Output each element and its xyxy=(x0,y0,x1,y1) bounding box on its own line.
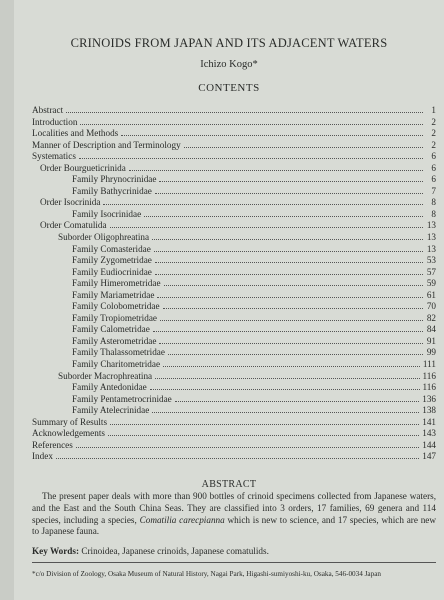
toc-entry xyxy=(32,208,436,220)
toc-dot-leader xyxy=(129,162,423,171)
toc-entry xyxy=(32,150,436,162)
toc-entry-page: 141 xyxy=(422,416,436,427)
toc-entry xyxy=(32,312,436,324)
toc-entry-label: Family Isocrinidae xyxy=(72,208,142,219)
toc-entry-label: Family Atelecrinidae xyxy=(72,405,150,416)
toc-entry-page: 1 xyxy=(431,105,436,115)
toc-entry-page: 111 xyxy=(422,359,436,370)
toc-entry-page: 2 xyxy=(431,116,436,127)
toc-dot-leader xyxy=(154,243,423,252)
toc-dot-leader xyxy=(144,208,423,217)
toc-entry-label: Family Charitometridae xyxy=(72,359,161,370)
toc-entry-label: Family Calometridae xyxy=(72,324,150,335)
toc-entry-page: 13 xyxy=(426,243,436,254)
toc-dot-leader xyxy=(80,116,423,125)
table-of-contents xyxy=(32,104,436,462)
toc-entry xyxy=(32,300,436,312)
toc-entry-page: 61 xyxy=(426,289,436,300)
toc-entry-page: 116 xyxy=(422,382,436,393)
toc-entry-page: 84 xyxy=(426,324,436,335)
toc-dot-leader xyxy=(155,185,423,194)
toc-entry-page: 138 xyxy=(422,405,436,416)
toc-entry-page: 13 xyxy=(426,232,436,243)
toc-entry-page: 91 xyxy=(426,335,436,346)
toc-entry-page: 13 xyxy=(426,220,436,231)
toc-entry xyxy=(32,358,436,370)
toc-entry-page: 8 xyxy=(431,197,436,208)
toc-entry-label: Family Comasteridae xyxy=(72,243,151,254)
toc-entry-label: Introduction xyxy=(32,116,78,127)
toc-entry xyxy=(32,254,436,266)
toc-entry-page: 116 xyxy=(422,370,436,381)
toc-entry-label: Order Comatulida xyxy=(40,220,107,231)
keywords-text: Crinoidea, Japanese crinoids, Japanese comatulids. xyxy=(81,546,269,556)
toc-dot-leader xyxy=(152,231,423,240)
abstract-text-part1: The present paper deals with more than 900 bottles of crinoid specimens collected from Japanese waters, and the East and the South China Seas. They are classified into 3 orders, 17 families, 69 genera and 114 species, including a species, xyxy=(32,491,436,525)
toc-dot-leader xyxy=(153,323,423,332)
toc-entry-page: 143 xyxy=(422,428,436,439)
toc-entry xyxy=(32,404,436,416)
toc-dot-leader xyxy=(56,450,419,459)
toc-entry-label: Index xyxy=(32,451,53,462)
toc-entry xyxy=(32,370,436,382)
toc-dot-leader xyxy=(110,416,419,425)
toc-dot-leader xyxy=(103,196,423,205)
toc-entry xyxy=(32,323,436,335)
toc-dot-leader xyxy=(152,404,419,413)
toc-entry-label: Abstract xyxy=(32,105,64,115)
toc-dot-leader xyxy=(163,358,420,367)
toc-entry xyxy=(32,116,436,128)
toc-entry xyxy=(32,346,436,358)
keywords-label: Key Words: xyxy=(32,546,80,556)
toc-entry-label: References xyxy=(32,439,73,450)
footnote-divider xyxy=(32,562,436,563)
toc-entry-label: Family Antedonidae xyxy=(72,382,147,393)
toc-entry-page: 144 xyxy=(422,439,436,450)
toc-dot-leader xyxy=(175,393,419,402)
toc-entry-label: Family Mariametridae xyxy=(72,289,155,300)
toc-entry xyxy=(32,139,436,151)
toc-entry xyxy=(32,335,436,347)
toc-dot-leader xyxy=(155,266,423,275)
toc-entry-label: Suborder Oligophreatina xyxy=(58,232,150,243)
toc-entry-label: Acknowledgements xyxy=(32,428,105,439)
toc-entry xyxy=(32,277,436,289)
toc-entry xyxy=(32,427,436,439)
toc-entry-page: 59 xyxy=(426,278,436,289)
toc-entry-page: 70 xyxy=(426,301,436,312)
toc-entry xyxy=(32,104,436,116)
toc-dot-leader xyxy=(160,312,423,321)
toc-dot-leader xyxy=(159,335,423,344)
toc-entry-label: Manner of Description and Terminology xyxy=(32,139,181,150)
toc-entry-label: Suborder Macrophreatina xyxy=(58,370,153,381)
toc-dot-leader xyxy=(66,104,423,113)
keywords xyxy=(32,546,436,557)
toc-entry-label: Family Tropiometridae xyxy=(72,312,157,323)
toc-entry xyxy=(32,127,436,139)
toc-dot-leader xyxy=(110,219,423,228)
toc-entry-label: Family Zygometridae xyxy=(72,255,152,266)
toc-dot-leader xyxy=(184,139,423,148)
toc-entry xyxy=(32,289,436,301)
author-affiliation-footnote: *c/o Division of Zoology, Osaka Museum of Natural History, Nagai Park, Higashi-sumiyoshi-ku, Osaka, 546-0034 Japan xyxy=(32,570,382,578)
toc-entry-label: Summary of Results xyxy=(32,416,108,427)
toc-entry xyxy=(32,231,436,243)
toc-entry-label: Systematics xyxy=(32,151,76,162)
toc-entry xyxy=(32,243,436,255)
toc-entry-page: 53 xyxy=(426,255,436,266)
toc-entry-page: 7 xyxy=(431,185,436,196)
toc-dot-leader xyxy=(157,289,423,298)
toc-dot-leader xyxy=(76,439,419,448)
toc-entry xyxy=(32,219,436,231)
toc-entry xyxy=(32,162,436,174)
toc-entry xyxy=(32,173,436,185)
toc-dot-leader xyxy=(121,127,423,136)
toc-entry-page: 8 xyxy=(431,208,436,219)
toc-entry-label: Family Bathycrinidae xyxy=(72,185,152,196)
toc-entry-label: Order Isocrinida xyxy=(40,197,101,208)
toc-entry-page: 82 xyxy=(426,312,436,323)
abstract-heading: ABSTRACT xyxy=(201,479,257,490)
abstract-text xyxy=(32,491,436,538)
abstract-text-part2: which is new to science, and 17 species, which are new to Japanese fauna. xyxy=(32,514,437,537)
toc-entry xyxy=(32,381,436,393)
toc-dot-leader xyxy=(168,346,423,355)
toc-entry xyxy=(32,450,436,462)
toc-entry-page: 99 xyxy=(426,347,436,358)
toc-dot-leader xyxy=(79,150,423,159)
toc-entry-label: Family Thalassometridae xyxy=(72,347,165,358)
toc-entry-page: 147 xyxy=(422,451,436,462)
toc-entry-page: 2 xyxy=(431,128,436,139)
toc-entry-label: Family Asterometridae xyxy=(72,335,157,346)
toc-entry-label: Localities and Methods xyxy=(32,128,119,139)
toc-entry-page: 136 xyxy=(422,393,436,404)
toc-dot-leader xyxy=(108,427,419,436)
toc-entry-label: Family Himerometridae xyxy=(72,278,161,289)
abstract-species-name: Comatilia carecpianna xyxy=(139,514,225,525)
toc-dot-leader xyxy=(164,277,423,286)
toc-entry-label: Family Pentametrocrinidae xyxy=(72,393,172,404)
paper-title: CRINOIDS FROM JAPAN AND ITS ADJACENT WATERS xyxy=(70,36,388,50)
toc-entry-label: Family Eudiocrinidae xyxy=(72,266,152,277)
contents-heading: CONTENTS xyxy=(198,82,260,94)
toc-entry xyxy=(32,185,436,197)
toc-entry-page: 6 xyxy=(431,151,436,162)
toc-entry-label: Family Colobometridae xyxy=(72,301,160,312)
document-page xyxy=(14,0,444,600)
toc-entry xyxy=(32,266,436,278)
toc-entry xyxy=(32,416,436,428)
toc-dot-leader xyxy=(150,381,420,390)
toc-entry-page: 57 xyxy=(426,266,436,277)
toc-entry-label: Order Bourgueticrinida xyxy=(40,162,126,173)
toc-entry-label: Family Phrynocrinidae xyxy=(72,174,157,185)
toc-dot-leader xyxy=(155,370,419,379)
toc-entry xyxy=(32,439,436,451)
toc-entry xyxy=(32,196,436,208)
toc-entry-page: 6 xyxy=(431,162,436,173)
author-name: Ichizo Kogo* xyxy=(200,59,258,70)
toc-entry xyxy=(32,393,436,405)
toc-entry-page: 2 xyxy=(431,139,436,150)
toc-dot-leader xyxy=(159,173,423,182)
toc-dot-leader xyxy=(155,254,423,263)
toc-entry-page: 6 xyxy=(431,174,436,185)
toc-dot-leader xyxy=(163,300,423,309)
